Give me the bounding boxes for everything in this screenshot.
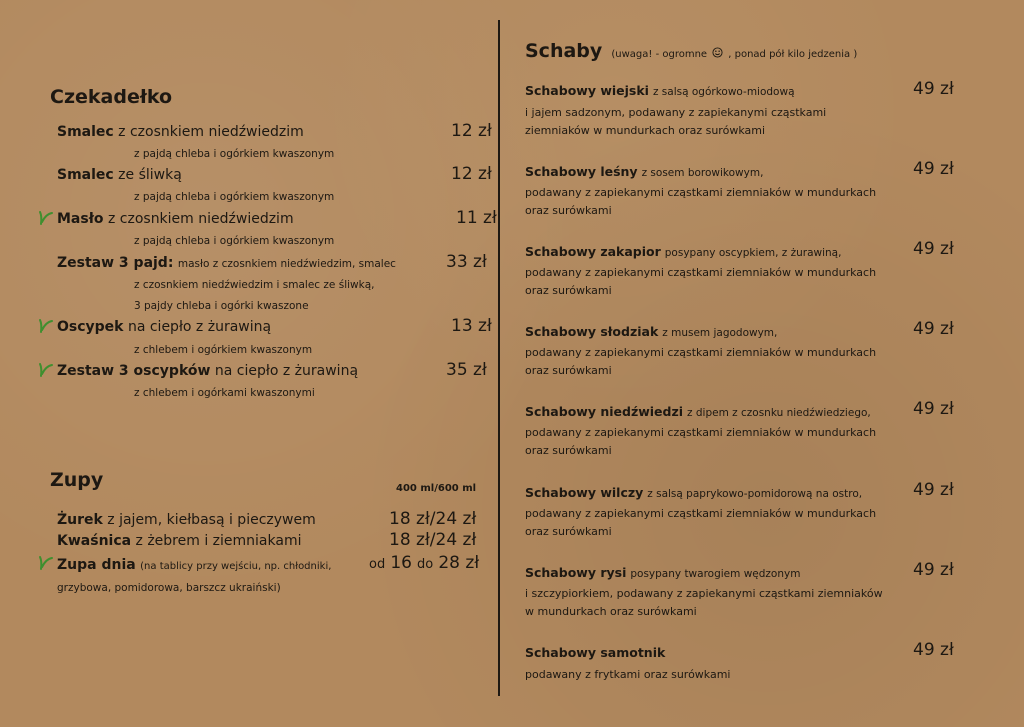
item-text: posypany oscypkiem, z żurawiną, (664, 247, 842, 259)
item-name: Smalec (57, 167, 114, 183)
item-desc (525, 344, 876, 380)
item-text: posypany twarogiem wędzonym (630, 568, 801, 580)
item-text: z sosem borowikowym, (641, 167, 764, 179)
item-desc-line-1: i szczypiorkiem, podawany z zapiekanymi cząstkami ziemniaków (525, 587, 883, 600)
item-desc-line-1: podawany z zapiekanymi cząstkami ziemniaków w mundurkach (525, 266, 877, 279)
item-desc: grzybowa, pomidorowa, barszcz ukraiński) (57, 582, 281, 594)
item-price: 49 zł (913, 239, 954, 259)
size-header: 400 ml/600 ml (396, 483, 477, 494)
item-text: z czosnkiem niedźwiedzim (107, 211, 294, 227)
item-text: z dipem z czosnku niedźwiedziego, (687, 407, 871, 419)
item-desc-line-2: w mundurkach oraz surówkami (525, 605, 697, 618)
item-price-range (369, 553, 479, 573)
item-desc-line-1: podawany z zapiekanymi cząstkami ziemniaków w mundurkach (525, 346, 877, 359)
item-name: Schabowy rysi (525, 565, 627, 580)
item-desc-line-2: oraz surówkami (525, 204, 612, 217)
item-text: na ciepło z żurawiną (127, 319, 272, 335)
item-title (525, 324, 777, 339)
item-price: 12 zł (451, 121, 492, 141)
item-price: 35 zł (446, 360, 487, 380)
item-desc-line-2: oraz surówkami (525, 525, 612, 538)
item-text: z czosnkiem niedźwiedzim (118, 124, 304, 140)
leaf-icon (38, 210, 54, 226)
leaf-icon (38, 555, 54, 571)
item-name: Schabowy wiejski (525, 83, 649, 98)
price-to: 28 zł (438, 553, 480, 573)
item-desc-line-1: podawany z zapiekanymi cząstkami ziemniaków w mundurkach (525, 186, 877, 199)
menu-item-maslo (57, 211, 294, 227)
item-text: z jajem, kiełbasą i pieczywem (107, 512, 316, 528)
item-price: 49 zł (913, 79, 954, 99)
item-price: 33 zł (446, 252, 487, 272)
item-name: Kwaśnica (57, 533, 132, 549)
item-name: Schabowy zakapior (525, 244, 661, 259)
item-text: z żebrem i ziemniakami (135, 533, 302, 549)
item-title (525, 404, 871, 419)
item-name: Zestaw 3 pajd: (57, 255, 174, 271)
item-title (525, 164, 763, 179)
item-title (525, 645, 665, 660)
item-name: Masło (57, 211, 104, 227)
section-header-schaby (525, 40, 857, 62)
item-price: 18 zł/24 zł (389, 530, 477, 550)
item-desc-2: 3 pajdy chleba i ogórki kwaszone (134, 300, 309, 312)
item-desc-line-1: podawany z zapiekanymi cząstkami ziemniaków w mundurkach (525, 426, 877, 439)
item-desc (525, 505, 876, 541)
item-price: 49 zł (913, 399, 954, 419)
item-text: ze śliwką (118, 167, 182, 183)
menu-item-smalec-czosnek (57, 124, 304, 140)
item-name: Schabowy leśny (525, 164, 638, 179)
item-desc (525, 666, 731, 684)
item-desc-line-2: oraz surówkami (525, 364, 612, 377)
item-name: Schabowy samotnik (525, 645, 666, 660)
section-title-schaby: Schaby (525, 40, 603, 62)
item-name: Schabowy słodziak (525, 324, 659, 339)
item-name: Schabowy niedźwiedzi (525, 404, 684, 419)
item-desc-line-2: oraz surówkami (525, 444, 612, 457)
item-desc-line-2: ziemniaków w mundurkach oraz surówkami (525, 124, 766, 137)
item-text: z salsą ogórkowo-miodową (652, 86, 795, 98)
item-name: Smalec (57, 124, 114, 140)
item-desc (525, 585, 883, 621)
item-desc (525, 264, 876, 300)
item-desc (525, 104, 826, 140)
item-name: Oscypek (57, 319, 124, 335)
item-desc-line-1: podawany z frytkami oraz surówkami (525, 668, 731, 681)
item-price: 12 zł (451, 164, 492, 184)
item-text: na ciepło z żurawiną (214, 363, 359, 379)
item-text: masło z czosnkiem niedźwiedzim, smalec (177, 258, 396, 270)
item-price: 49 zł (913, 640, 954, 660)
item-name: Zupa dnia (57, 557, 136, 573)
item-price: 18 zł/24 zł (389, 509, 477, 529)
section-title-czekadelko: Czekadełko (50, 86, 173, 108)
item-price: 49 zł (913, 319, 954, 339)
item-price: 13 zł (451, 316, 492, 336)
item-price: 11 zł (456, 208, 497, 228)
item-desc-line-1: podawany z zapiekanymi cząstkami ziemniaków w mundurkach (525, 507, 877, 520)
column-divider (498, 20, 500, 696)
menu-item-zestaw-pajd (57, 255, 396, 271)
item-desc (525, 424, 876, 460)
menu-item-zupa-dnia (57, 557, 331, 573)
item-text: z musem jagodowym, (662, 327, 778, 339)
menu-item-zestaw-oscypkow (57, 363, 358, 379)
leaf-icon (38, 362, 54, 378)
item-name: Żurek (57, 512, 103, 528)
item-price: 49 zł (913, 480, 954, 500)
price-to-label: do (417, 557, 434, 572)
item-name: Zestaw 3 oscypków (57, 363, 211, 379)
item-price: 49 zł (913, 159, 954, 179)
menu-item-zurek (57, 512, 316, 528)
leaf-icon (38, 318, 54, 334)
section-note-end: , ponad pół kilo jedzenia ) (728, 49, 858, 60)
item-desc: z pajdą chleba i ogórkiem kwaszonym (134, 235, 335, 247)
section-note: (uwaga! - ogromne (611, 49, 708, 60)
item-desc: z pajdą chleba i ogórkiem kwaszonym (134, 148, 335, 160)
item-name: Schabowy wilczy (525, 485, 644, 500)
menu-item-smalec-sliwka (57, 167, 182, 183)
item-text: (na tablicy przy wejściu, np. chłodniki, (140, 561, 332, 572)
item-title (525, 485, 862, 500)
item-desc: z chlebem i ogórkami kwaszonymi (134, 387, 315, 399)
item-desc: z pajdą chleba i ogórkiem kwaszonym (134, 191, 335, 203)
item-title (525, 244, 841, 259)
item-desc-line-1: i jajem sadzonym, podawany z zapiekanymi cząstkami (525, 106, 827, 119)
item-desc (525, 184, 876, 220)
item-desc-line-2: oraz surówkami (525, 284, 612, 297)
item-text: z salsą paprykowo-pomidorową na ostro, (647, 488, 863, 500)
item-title (525, 83, 795, 98)
item-desc: z czosnkiem niedźwiedzim i smalec ze śliwką, (134, 279, 375, 291)
price-from: 16 (390, 553, 412, 573)
item-price: 49 zł (913, 560, 954, 580)
menu-item-oscypek (57, 319, 271, 335)
item-desc: z chlebem i ogórkiem kwaszonym (134, 344, 313, 356)
smiley-icon (712, 47, 723, 58)
menu-item-kwasnica (57, 533, 301, 549)
item-title (525, 565, 800, 580)
section-title-zupy: Zupy (50, 469, 104, 491)
price-from-label: od (369, 557, 386, 572)
